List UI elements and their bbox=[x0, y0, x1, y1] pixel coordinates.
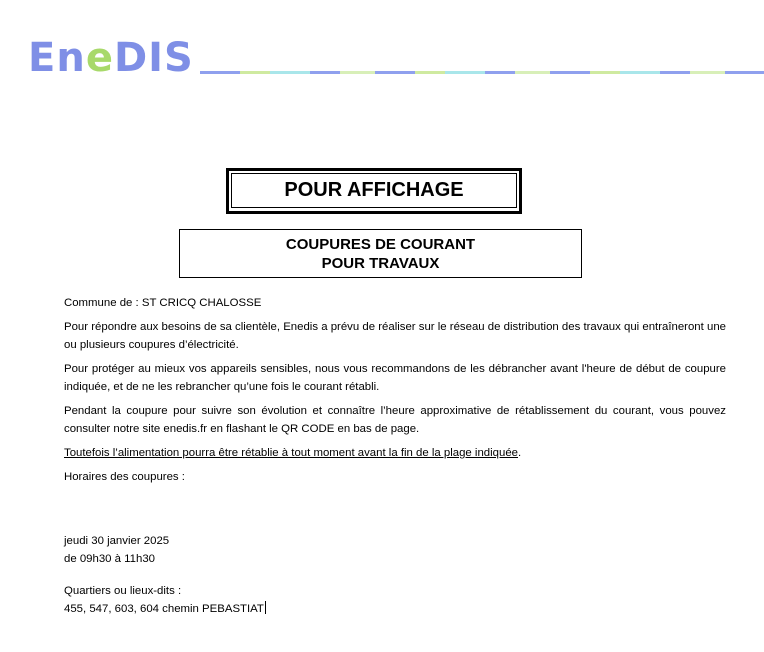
document-title bbox=[179, 229, 582, 278]
paragraph-3: Pendant la coupure pour suivre son évolution et connaître l’heure approximative de rétablissement du courant, vous pouvez consulter notre site enedis.fr en flashant le QR CODE en bas de page. bbox=[64, 405, 726, 435]
paragraph-1: Pour répondre aux besoins de sa clientèle, Enedis a prévu de réaliser sur le réseau de distribution des travaux qui entraîneront une ou plusieurs coupures d’électricité. bbox=[64, 321, 726, 351]
affichage-label: POUR AFFICHAGE bbox=[231, 173, 517, 208]
quartiers-line: 455, 547, 603, 604 chemin PEBASTIAT bbox=[64, 603, 264, 615]
paragraph-4: Toutefois l’alimentation pourra être rétablie à tout moment avant la fin de la plage indiquée. bbox=[64, 447, 522, 459]
spacer bbox=[64, 492, 726, 532]
horaires-label: Horaires des coupures : bbox=[64, 471, 185, 483]
text-cursor bbox=[265, 601, 266, 614]
document-body[interactable] bbox=[64, 294, 726, 618]
title-line-2: POUR TRAVAUX bbox=[321, 254, 440, 272]
title-line-1: COUPURES DE COURANT bbox=[285, 235, 476, 253]
time-line: de 09h30 à 11h30 bbox=[64, 553, 156, 565]
date-line: jeudi 30 janvier 2025 bbox=[64, 535, 170, 547]
quartiers-label: Quartiers ou lieux-dits : bbox=[64, 585, 182, 597]
notice-underlined: Toutefois l’alimentation pourra être rétablie à tout moment avant la fin de la plage indiquée bbox=[64, 447, 519, 459]
affichage-box bbox=[226, 168, 522, 214]
commune-line: Commune de : ST CRICQ CHALOSSE bbox=[64, 297, 262, 309]
paragraph-2: Pour protéger au mieux vos appareils sensibles, nous vous recommandons de les débrancher avant l'heure de début de coupure indiquée, et de ne les rebrancher qu’une fois le courant rétabli. bbox=[64, 363, 726, 393]
enedis-logo: EneDIS bbox=[28, 35, 194, 81]
header-stripe bbox=[200, 71, 764, 74]
